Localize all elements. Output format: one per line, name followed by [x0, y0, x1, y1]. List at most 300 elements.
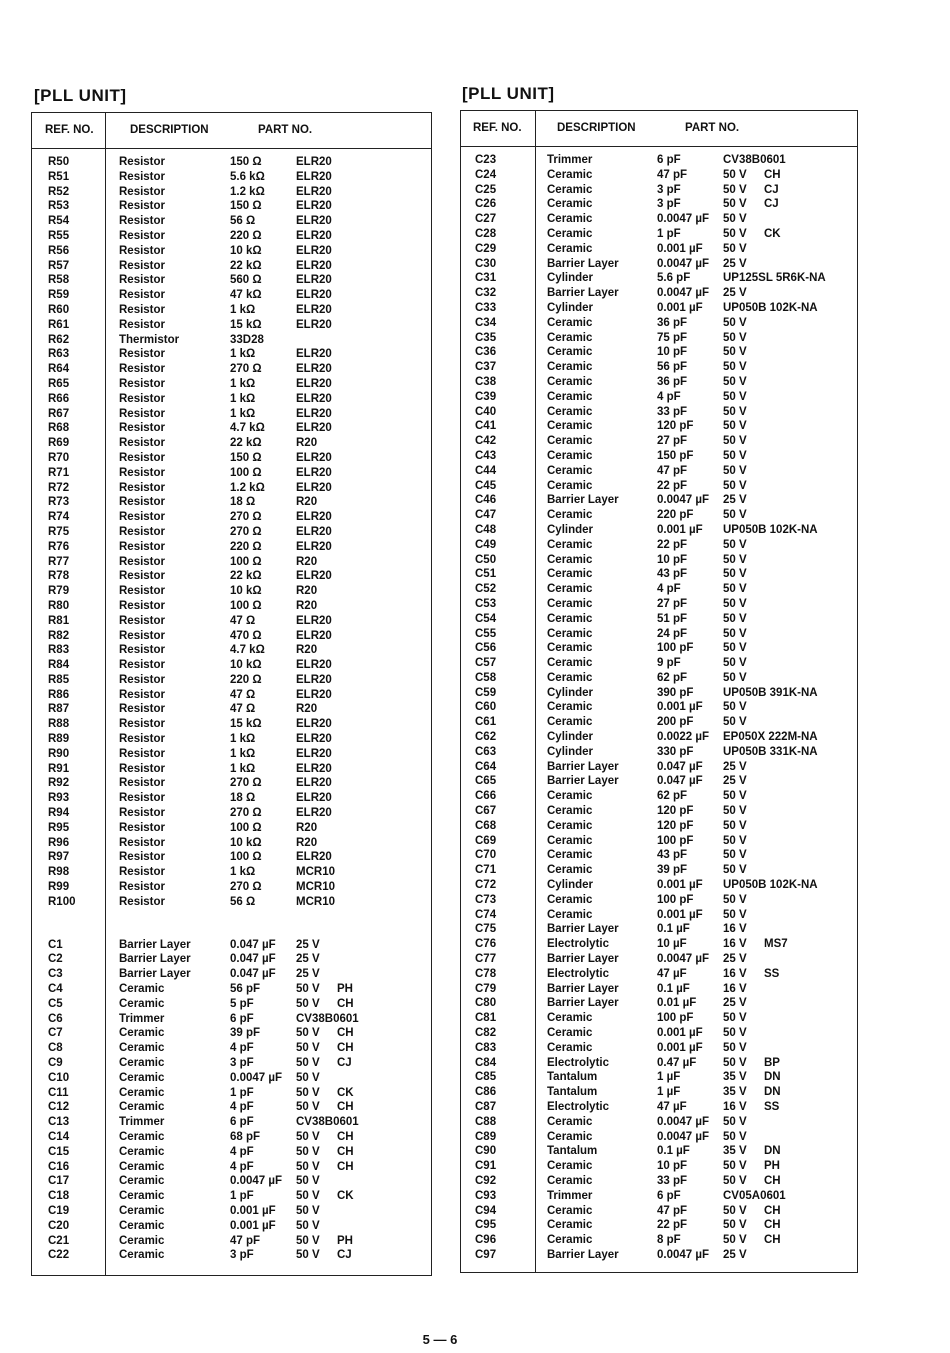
table-row: [32, 967, 431, 982]
description-cell: Tantalum: [547, 1145, 598, 1158]
part-no-cell: 50 V: [723, 1174, 747, 1187]
table-row: [32, 1160, 431, 1175]
part-no-cell: 50 V: [296, 1219, 320, 1232]
part-no-cell: ELR20: [296, 747, 332, 760]
ref-no-cell: C1: [48, 938, 63, 951]
ref-no-cell: C93: [475, 1189, 497, 1202]
part-no-cell: 25 V: [296, 968, 320, 981]
part-no-cell: 50 V: [296, 1101, 320, 1114]
table-row: [461, 1218, 857, 1233]
value-cell: 220 Ω: [230, 540, 262, 553]
part-no-cell: 50 V: [723, 509, 747, 522]
ref-no-cell: C32: [475, 287, 497, 300]
description-cell: Cylinder: [547, 686, 594, 699]
ref-no-cell: R94: [48, 807, 70, 820]
left-section-title: [PLL UNIT]: [34, 86, 127, 105]
table-row: [461, 360, 857, 375]
extra-code-cell: PH: [337, 983, 353, 996]
table-row: [461, 893, 857, 908]
value-cell: 6 pF: [657, 154, 681, 166]
value-cell: 1 kΩ: [230, 348, 256, 361]
value-cell: 0.047 µF: [230, 953, 276, 966]
table-row: [32, 1100, 431, 1115]
part-no-cell: 16 V: [723, 967, 747, 980]
ref-no-cell: C4: [48, 983, 63, 996]
description-cell: Ceramic: [547, 390, 593, 403]
ref-no-cell: C22: [48, 1249, 70, 1262]
ref-no-cell: C28: [475, 227, 497, 240]
table-row: [32, 259, 431, 274]
extra-code-cell: CK: [337, 1190, 354, 1203]
part-no-cell: 50 V: [723, 316, 747, 329]
value-cell: 100 Ω: [230, 821, 262, 834]
value-cell: 0.001 µF: [230, 1204, 276, 1217]
part-no-cell: 16 V: [723, 938, 747, 951]
table-row: [461, 212, 857, 227]
value-cell: 100 Ω: [230, 466, 262, 479]
value-cell: 68 pF: [230, 1131, 261, 1143]
table-row: [461, 331, 857, 346]
description-cell: Resistor: [119, 363, 166, 376]
description-cell: Ceramic: [547, 642, 593, 655]
description-cell: Ceramic: [547, 583, 593, 596]
ref-no-cell: C8: [48, 1042, 63, 1055]
part-no-cell: ELR20: [296, 525, 332, 538]
part-no-cell: R20: [296, 496, 318, 509]
table-row: [32, 510, 431, 525]
value-cell: 10 pF: [657, 1160, 688, 1173]
part-no-cell: ELR20: [296, 229, 332, 242]
table-row: [32, 1115, 431, 1130]
ref-no-cell: C73: [475, 893, 497, 906]
table-row: [32, 1248, 431, 1263]
description-cell: Resistor: [119, 614, 166, 627]
part-no-cell: 50 V: [723, 642, 747, 655]
value-cell: 100 Ω: [230, 851, 262, 864]
value-cell: 47 pF: [657, 1204, 688, 1217]
description-cell: Ceramic: [547, 198, 593, 211]
table-row: [32, 347, 431, 362]
part-no-cell: ELR20: [296, 303, 332, 316]
part-no-cell: ELR20: [296, 318, 332, 331]
ref-no-cell: C80: [475, 997, 497, 1010]
description-cell: Ceramic: [547, 612, 593, 625]
ref-no-cell: C54: [475, 612, 497, 625]
ref-no-cell: C20: [48, 1219, 70, 1232]
ref-no-cell: C58: [475, 671, 497, 684]
value-cell: 15 kΩ: [230, 318, 262, 331]
value-cell: 0.001 µF: [657, 879, 703, 892]
description-cell: Barrier Layer: [119, 938, 191, 951]
ref-no-cell: R100: [48, 895, 76, 908]
ref-no-cell: R54: [48, 215, 70, 228]
right-header-part-no: PART NO.: [685, 122, 740, 134]
ref-no-cell: R95: [48, 821, 70, 834]
part-no-cell: MCR10: [296, 881, 335, 894]
extra-code-cell: CH: [764, 1174, 781, 1187]
description-cell: Barrier Layer: [547, 287, 619, 300]
table-row: [461, 1233, 857, 1248]
part-no-cell: 50 V: [296, 1190, 320, 1203]
value-cell: 0.047 µF: [230, 938, 276, 951]
description-cell: Ceramic: [547, 435, 593, 448]
value-cell: 270 Ω: [230, 363, 262, 376]
table-row: [461, 405, 857, 420]
ref-no-cell: C30: [475, 257, 497, 270]
table-row: [32, 1219, 431, 1234]
part-no-cell: UP050B 331K-NA: [723, 745, 818, 758]
table-row: [461, 553, 857, 568]
extra-code-cell: MS7: [764, 938, 788, 951]
left-table-header: [32, 113, 431, 149]
description-cell: Resistor: [119, 259, 166, 272]
description-cell: Ceramic: [547, 375, 593, 388]
description-cell: Ceramic: [119, 1190, 165, 1203]
description-cell: Ceramic: [547, 1027, 593, 1040]
value-cell: 36 pF: [657, 316, 688, 329]
part-no-cell: 50 V: [723, 390, 747, 403]
table-row: [461, 1248, 857, 1263]
description-cell: Ceramic: [547, 1041, 593, 1054]
value-cell: 27 pF: [657, 597, 688, 610]
part-no-cell: 50 V: [296, 983, 320, 996]
part-no-cell: 35 V: [723, 1071, 747, 1084]
part-no-cell: MCR10: [296, 895, 335, 908]
table-row: [32, 717, 431, 732]
table-row: [461, 301, 857, 316]
description-cell: Ceramic: [547, 864, 593, 877]
description-cell: Thermistor: [119, 333, 180, 346]
table-row: [32, 288, 431, 303]
value-cell: 1 kΩ: [230, 407, 256, 420]
description-cell: Ceramic: [547, 1115, 593, 1128]
ref-no-cell: C86: [475, 1086, 497, 1099]
description-cell: Cylinder: [547, 879, 594, 892]
part-no-cell: 50 V: [296, 1086, 320, 1099]
description-cell: Barrier Layer: [119, 953, 191, 966]
table-row: [461, 967, 857, 982]
value-cell: 22 pF: [657, 479, 688, 492]
table-row: [461, 937, 857, 952]
part-no-cell: 50 V: [723, 479, 747, 492]
table-row: [32, 836, 431, 851]
part-no-cell: ELR20: [296, 259, 332, 272]
table-row: [461, 1026, 857, 1041]
table-row: [32, 791, 431, 806]
table-row: [32, 555, 431, 570]
part-no-cell: CV38B0601: [296, 1116, 359, 1129]
description-cell: Resistor: [119, 525, 166, 538]
ref-no-cell: C88: [475, 1115, 497, 1128]
part-no-cell: 35 V: [723, 1145, 747, 1158]
ref-no-cell: C72: [475, 879, 497, 892]
description-cell: Resistor: [119, 644, 166, 657]
table-row: [461, 1144, 857, 1159]
table-row: [461, 996, 857, 1011]
ref-no-cell: C6: [48, 1012, 63, 1025]
ref-no-cell: R84: [48, 659, 70, 672]
ref-no-cell: C87: [475, 1101, 497, 1113]
part-no-cell: CV38B0601: [296, 1012, 359, 1025]
part-no-cell: 25 V: [723, 494, 747, 507]
table-row: [461, 390, 857, 405]
description-cell: Ceramic: [547, 1012, 593, 1025]
description-cell: Ceramic: [119, 1042, 165, 1055]
ref-no-cell: C23: [475, 154, 497, 166]
value-cell: 18 Ω: [230, 496, 256, 509]
value-cell: 33D28: [230, 333, 264, 346]
description-cell: Barrier Layer: [547, 760, 619, 773]
description-cell: Ceramic: [547, 316, 593, 329]
ref-no-cell: C31: [475, 272, 497, 285]
part-no-cell: 50 V: [296, 1160, 320, 1173]
part-no-cell: ELR20: [296, 185, 332, 198]
table-row: [32, 821, 431, 836]
right-table-header: [461, 111, 857, 147]
table-row: [461, 774, 857, 789]
part-no-cell: 50 V: [723, 908, 747, 921]
part-no-cell: 16 V: [723, 1101, 747, 1113]
table-row: [32, 938, 431, 953]
part-no-cell: UP050B 102K-NA: [723, 879, 818, 892]
value-cell: 390 pF: [657, 686, 694, 699]
value-cell: 150 Ω: [230, 200, 262, 213]
part-no-cell: 50 V: [723, 553, 747, 566]
table-row: [32, 466, 431, 481]
description-cell: Resistor: [119, 511, 166, 524]
value-cell: 39 pF: [657, 864, 688, 877]
table-row: [32, 407, 431, 422]
description-cell: Ceramic: [547, 908, 593, 921]
ref-no-cell: R59: [48, 289, 70, 302]
description-cell: Cylinder: [547, 745, 594, 758]
part-no-cell: ELR20: [296, 215, 332, 228]
table-row: [32, 214, 431, 229]
part-no-cell: 50 V: [723, 405, 747, 418]
table-row: [461, 1041, 857, 1056]
description-cell: Barrier Layer: [547, 997, 619, 1010]
table-row: [461, 479, 857, 494]
description-cell: Ceramic: [119, 1027, 165, 1040]
ref-no-cell: C78: [475, 967, 497, 980]
value-cell: 0.1 µF: [657, 923, 690, 936]
table-row: [461, 908, 857, 923]
right-table-body: [461, 153, 857, 1263]
description-cell: Ceramic: [547, 420, 593, 433]
ref-no-cell: C94: [475, 1204, 497, 1217]
value-cell: 1 kΩ: [230, 866, 256, 879]
part-no-cell: 50 V: [723, 538, 747, 551]
table-row: [32, 952, 431, 967]
part-no-cell: 50 V: [723, 213, 747, 226]
table-row: [32, 229, 431, 244]
value-cell: 47 Ω: [230, 688, 256, 701]
table-row: [32, 1086, 431, 1101]
ref-no-cell: C44: [475, 464, 497, 477]
right-section-title: [PLL UNIT]: [462, 84, 555, 103]
part-no-cell: 50 V: [723, 168, 747, 181]
description-cell: Resistor: [119, 895, 166, 908]
ref-no-cell: C45: [475, 479, 497, 492]
table-row: [32, 850, 431, 865]
value-cell: 0.0047 µF: [657, 494, 710, 507]
ref-no-cell: C12: [48, 1101, 70, 1114]
value-cell: 270 Ω: [230, 777, 262, 790]
table-row: [461, 745, 857, 760]
value-cell: 1 kΩ: [230, 392, 256, 405]
ref-no-cell: C96: [475, 1234, 497, 1247]
description-cell: Resistor: [119, 318, 166, 331]
description-cell: Ceramic: [547, 168, 593, 181]
description-cell: Ceramic: [547, 657, 593, 670]
part-no-cell: 50 V: [723, 819, 747, 832]
table-row: [461, 227, 857, 242]
ref-no-cell: C18: [48, 1190, 70, 1203]
table-row: [461, 271, 857, 286]
table-row: [32, 614, 431, 629]
table-row: [461, 434, 857, 449]
ref-no-cell: C37: [475, 361, 497, 374]
description-cell: Ceramic: [547, 716, 593, 729]
left-header-part-no: PART NO.: [258, 124, 313, 136]
description-cell: Ceramic: [119, 1057, 165, 1070]
value-cell: 47 pF: [230, 1234, 261, 1247]
table-row: [461, 1204, 857, 1219]
table-row: [32, 1056, 431, 1071]
ref-no-cell: R91: [48, 762, 70, 775]
description-cell: Resistor: [119, 851, 166, 864]
value-cell: 150 Ω: [230, 156, 262, 168]
ref-no-cell: C59: [475, 686, 497, 699]
left-header-ref: REF. NO.: [45, 124, 94, 136]
part-no-cell: 50 V: [723, 227, 747, 240]
description-cell: Ceramic: [119, 1101, 165, 1114]
description-cell: Resistor: [119, 377, 166, 390]
ref-no-cell: R60: [48, 303, 70, 316]
value-cell: 0.0047 µF: [230, 1175, 283, 1188]
description-cell: Ceramic: [547, 1204, 593, 1217]
part-no-cell: EP050X 222M-NA: [723, 731, 818, 744]
table-row: [32, 155, 431, 170]
part-no-cell: 50 V: [296, 1027, 320, 1040]
ref-no-cell: C97: [475, 1248, 497, 1261]
value-cell: 0.0047 µF: [657, 287, 710, 300]
description-cell: Ceramic: [547, 671, 593, 684]
part-no-cell: 50 V: [296, 1071, 320, 1084]
ref-no-cell: C77: [475, 953, 497, 966]
value-cell: 47 µF: [657, 967, 687, 980]
description-cell: Ceramic: [547, 1234, 593, 1247]
table-row: [461, 197, 857, 212]
description-cell: Trimmer: [547, 1189, 593, 1202]
description-cell: Resistor: [119, 244, 166, 257]
ref-no-cell: R55: [48, 229, 70, 242]
part-no-cell: 50 V: [296, 1145, 320, 1158]
table-row: [461, 316, 857, 331]
part-no-cell: ELR20: [296, 200, 332, 213]
value-cell: 470 Ω: [230, 629, 262, 642]
table-row: [461, 1056, 857, 1071]
value-cell: 560 Ω: [230, 274, 262, 287]
extra-code-cell: CH: [337, 1101, 354, 1114]
part-no-cell: 50 V: [723, 242, 747, 255]
ref-no-cell: C51: [475, 568, 497, 581]
table-row: [32, 481, 431, 496]
ref-no-cell: C26: [475, 198, 497, 211]
part-no-cell: UP125SL 5R6K-NA: [723, 272, 826, 285]
value-cell: 4 pF: [230, 1145, 254, 1158]
description-cell: Resistor: [119, 881, 166, 894]
description-cell: Barrier Layer: [119, 968, 191, 981]
ref-no-cell: C67: [475, 805, 497, 818]
part-no-cell: ELR20: [296, 407, 332, 420]
ref-no-cell: R77: [48, 555, 70, 568]
description-cell: Resistor: [119, 481, 166, 494]
table-row: [461, 257, 857, 272]
part-no-cell: ELR20: [296, 392, 332, 405]
description-cell: Trimmer: [547, 154, 593, 166]
part-no-cell: ELR20: [296, 170, 332, 183]
part-no-cell: ELR20: [296, 274, 332, 287]
ref-no-cell: C19: [48, 1204, 70, 1217]
ref-no-cell: R81: [48, 614, 70, 627]
table-row: [461, 375, 857, 390]
ref-no-cell: C92: [475, 1174, 497, 1187]
description-cell: Resistor: [119, 629, 166, 642]
ref-no-cell: C91: [475, 1160, 497, 1173]
table-row: [32, 599, 431, 614]
part-no-cell: 50 V: [723, 331, 747, 344]
table-row: [461, 686, 857, 701]
description-cell: Ceramic: [547, 627, 593, 640]
value-cell: 220 Ω: [230, 229, 262, 242]
part-no-cell: ELR20: [296, 422, 332, 435]
ref-no-cell: R90: [48, 747, 70, 760]
ref-no-cell: R75: [48, 525, 70, 538]
description-cell: Resistor: [119, 437, 166, 450]
part-no-cell: 50 V: [723, 346, 747, 359]
description-cell: Tantalum: [547, 1086, 598, 1099]
ref-no-cell: C5: [48, 997, 63, 1010]
part-no-cell: R20: [296, 644, 318, 657]
ref-no-cell: R93: [48, 792, 70, 805]
table-row: [32, 732, 431, 747]
table-row: [32, 540, 431, 555]
value-cell: 43 pF: [657, 849, 688, 862]
table-row: [461, 464, 857, 479]
value-cell: 24 pF: [657, 627, 688, 640]
part-no-cell: ELR20: [296, 851, 332, 864]
ref-no-cell: C40: [475, 405, 497, 418]
description-cell: Resistor: [119, 185, 166, 198]
table-row: [32, 702, 431, 717]
ref-no-cell: C29: [475, 242, 497, 255]
part-no-cell: 50 V: [723, 183, 747, 196]
part-no-cell: ELR20: [296, 807, 332, 820]
ref-no-cell: C55: [475, 627, 497, 640]
value-cell: 27 pF: [657, 435, 688, 448]
description-cell: Ceramic: [119, 1234, 165, 1247]
extra-code-cell: DN: [764, 1071, 781, 1084]
value-cell: 15 kΩ: [230, 718, 262, 731]
ref-no-cell: C53: [475, 597, 497, 610]
value-cell: 4.7 kΩ: [230, 644, 265, 657]
ref-no-cell: C36: [475, 346, 497, 359]
description-cell: Ceramic: [547, 849, 593, 862]
table-row: [461, 804, 857, 819]
ref-no-cell: C42: [475, 435, 497, 448]
ref-no-cell: C10: [48, 1071, 70, 1084]
